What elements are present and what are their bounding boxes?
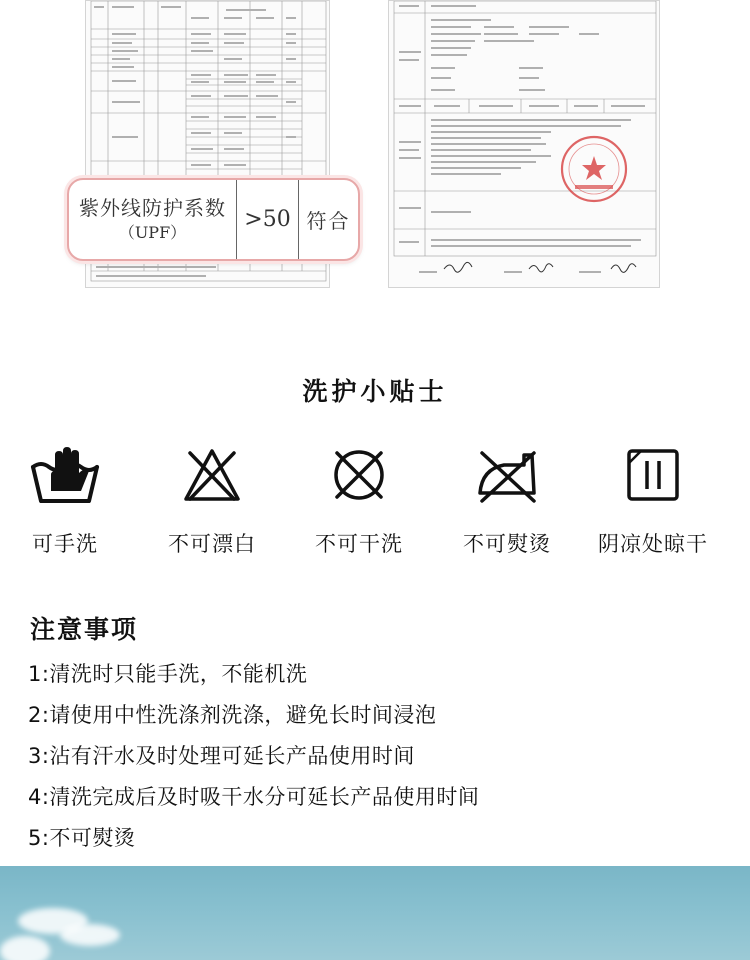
upf-value: >50 — [244, 207, 291, 232]
care-item-hand-wash — [0, 440, 140, 558]
report-summary-grid — [389, 1, 660, 288]
upf-result-callout — [67, 178, 360, 261]
note-item: 1:清洗时只能手洗，不能机洗 — [28, 662, 308, 686]
test-report-section — [0, 0, 750, 300]
shade-dry-icon — [625, 447, 681, 503]
upf-value-cell — [237, 180, 299, 259]
cloud — [0, 936, 50, 960]
test-report-summary-scan — [388, 0, 660, 288]
notes-list — [28, 660, 479, 865]
upf-item-cell — [69, 180, 237, 259]
upf-verdict: 符合 — [306, 209, 351, 233]
no-iron-icon — [474, 447, 540, 503]
cloud — [60, 924, 120, 946]
note-item: 3:沾有汗水及时处理可延长产品使用时间 — [28, 744, 415, 768]
care-label-hand-wash: 可手洗 — [32, 532, 98, 556]
care-item-no-iron — [432, 440, 582, 558]
upf-item-name: 紫外线防护系数 — [79, 196, 226, 221]
no-dry-clean-icon — [331, 447, 387, 503]
care-item-no-dry-clean — [284, 440, 434, 558]
note-item: 2:请使用中性洗涤剂洗涤，避免长时间浸泡 — [28, 703, 437, 727]
care-tips-title: 洗护小贴士 — [302, 377, 448, 406]
care-label-no-bleach: 不可漂白 — [168, 532, 256, 556]
hand-wash-icon — [29, 445, 101, 505]
notes-title: 注意事项 — [30, 615, 139, 644]
care-label-shade-dry: 阴凉处晾干 — [598, 532, 708, 556]
upf-verdict-cell — [299, 180, 358, 259]
care-label-no-iron: 不可熨烫 — [463, 532, 551, 556]
note-item: 4:清洗完成后及时吸干水分可延长产品使用时间 — [28, 785, 480, 809]
no-bleach-icon — [182, 447, 242, 503]
note-item: 5:不可熨烫 — [28, 826, 136, 850]
upf-item-abbr: （UPF） — [118, 223, 187, 243]
care-label-no-dry-clean: 不可干洗 — [315, 532, 403, 556]
certification-stamp — [562, 137, 626, 201]
sky-banner-image — [0, 866, 750, 960]
care-item-shade-dry — [578, 440, 728, 558]
care-item-no-bleach — [137, 440, 287, 558]
